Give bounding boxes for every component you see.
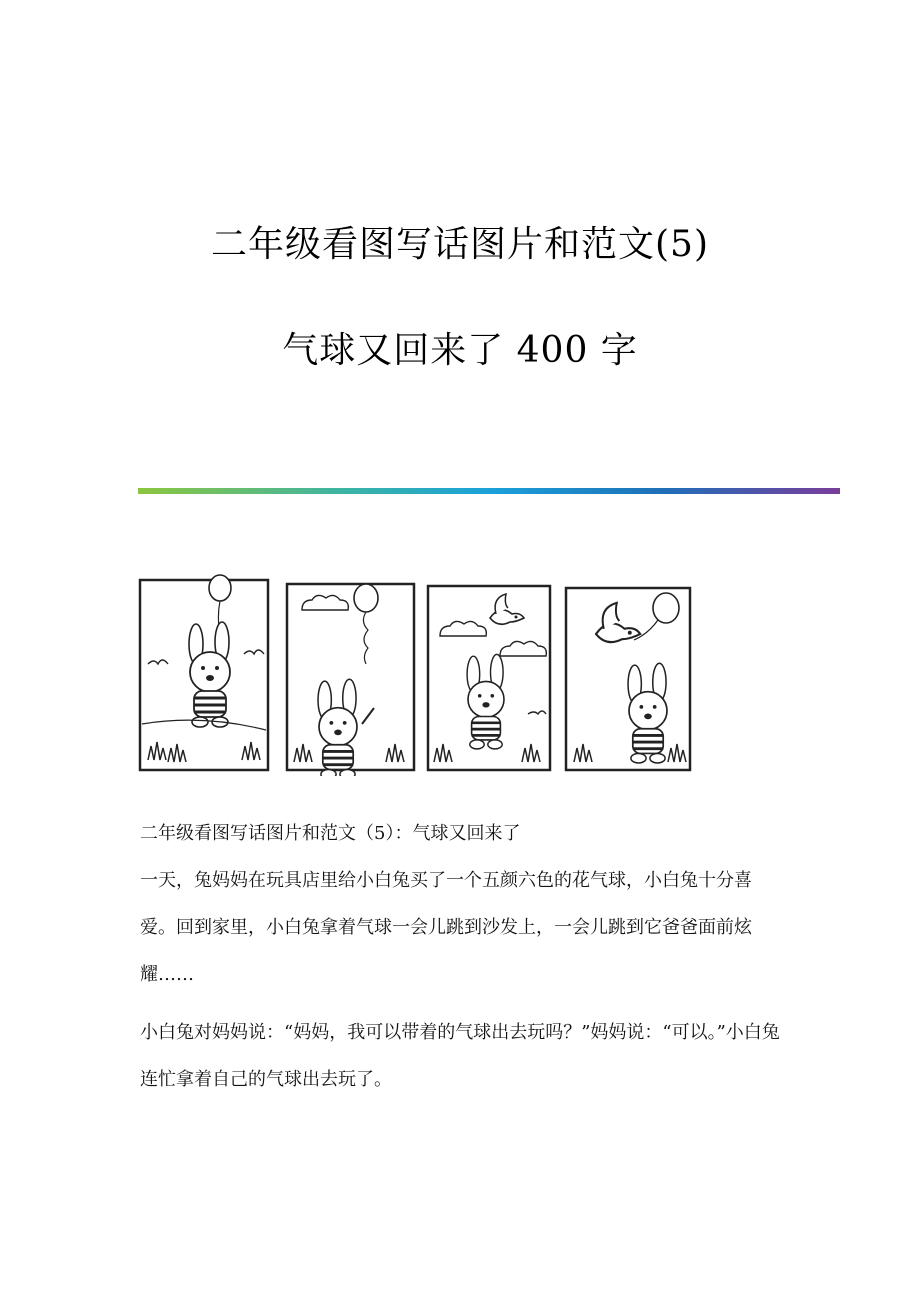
comic-strip-illustration	[138, 574, 694, 776]
comic-panel-3	[428, 586, 550, 770]
comic-panel-2	[287, 584, 414, 776]
intro-line: 二年级看图写话图片和范文（5）：气球又回来了	[140, 823, 521, 844]
document-subtitle: 气球又回来了 400 字	[282, 330, 638, 371]
story-paragraph: 小白兔对妈妈说：“妈妈，我可以带着的气球出去玩吗？”妈妈说：“可以。”小白兔连忙拿着自己的气球出去玩了。	[140, 1022, 780, 1090]
document-title: 二年级看图写话图片和范文(5)	[211, 224, 709, 265]
story-paragraph: 一天，兔妈妈在玩具店里给小白兔买了一个五颜六色的花气球，小白兔十分喜爱。回到家里，小白兔拿着气球一会儿跳到沙发上，一会儿跳到它爸爸面前炫耀……	[140, 870, 752, 985]
comic-panel-1	[140, 575, 268, 770]
comic-panel-4	[566, 588, 690, 770]
gradient-divider	[138, 488, 840, 494]
